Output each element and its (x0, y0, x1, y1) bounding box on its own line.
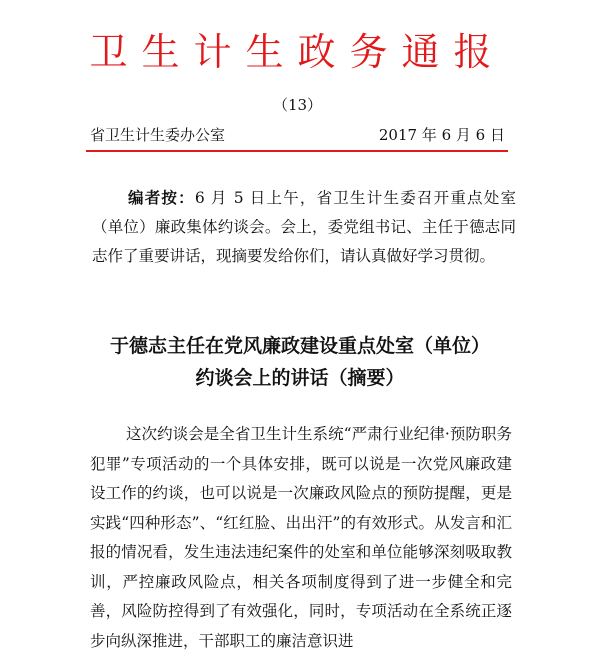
red-divider-rule (86, 150, 508, 152)
bulletin-masthead-title: 卫生计生政务通报 (89, 30, 506, 74)
editor-note-text: 6 月 5 日上午，省卫生计生委召开重点处室（单位）廉政集体约谈会。会上，委党组书记、主任于德志同志作了重要讲话，现摘要发给你们，请认真做好学习贯彻。 (92, 189, 516, 265)
issuer-date-row (90, 125, 505, 145)
article-body: 这次约谈会是全省卫生计生系统“严肃行业纪律·预防职务犯罪”专项活动的一个具体安排，既可以说是一次党风廉政建设工作的约谈，也可以说是一次廉政风险点的预防提醒，更是实践“四种形态”、“红红脸、出出汗”的有效形式。从发言和汇报的情况看，发生违法违纪案件的处室和单位能够深刻吸取教训，严控廉政风险点，相关各项制度得到了进一步健全和完善，风险防控得到了有效强化，同时，专项活动在全系统正逐步向纵深推进，干部职工的廉洁意识进 (90, 425, 512, 650)
article-title-line2: 约谈会上的讲话（摘要） (195, 367, 405, 389)
article-title (90, 330, 510, 394)
issuer-name: 省卫生计生委办公室 (90, 126, 226, 144)
issue-date: 2017 年 6 月 6 日 (378, 126, 505, 144)
editor-note (92, 183, 516, 271)
editor-note-label: 编者按： (128, 188, 195, 207)
issue-number: （13） (272, 96, 323, 114)
article-title-line1: 于德志主任在党风廉政建设重点处室（单位） (109, 335, 490, 357)
